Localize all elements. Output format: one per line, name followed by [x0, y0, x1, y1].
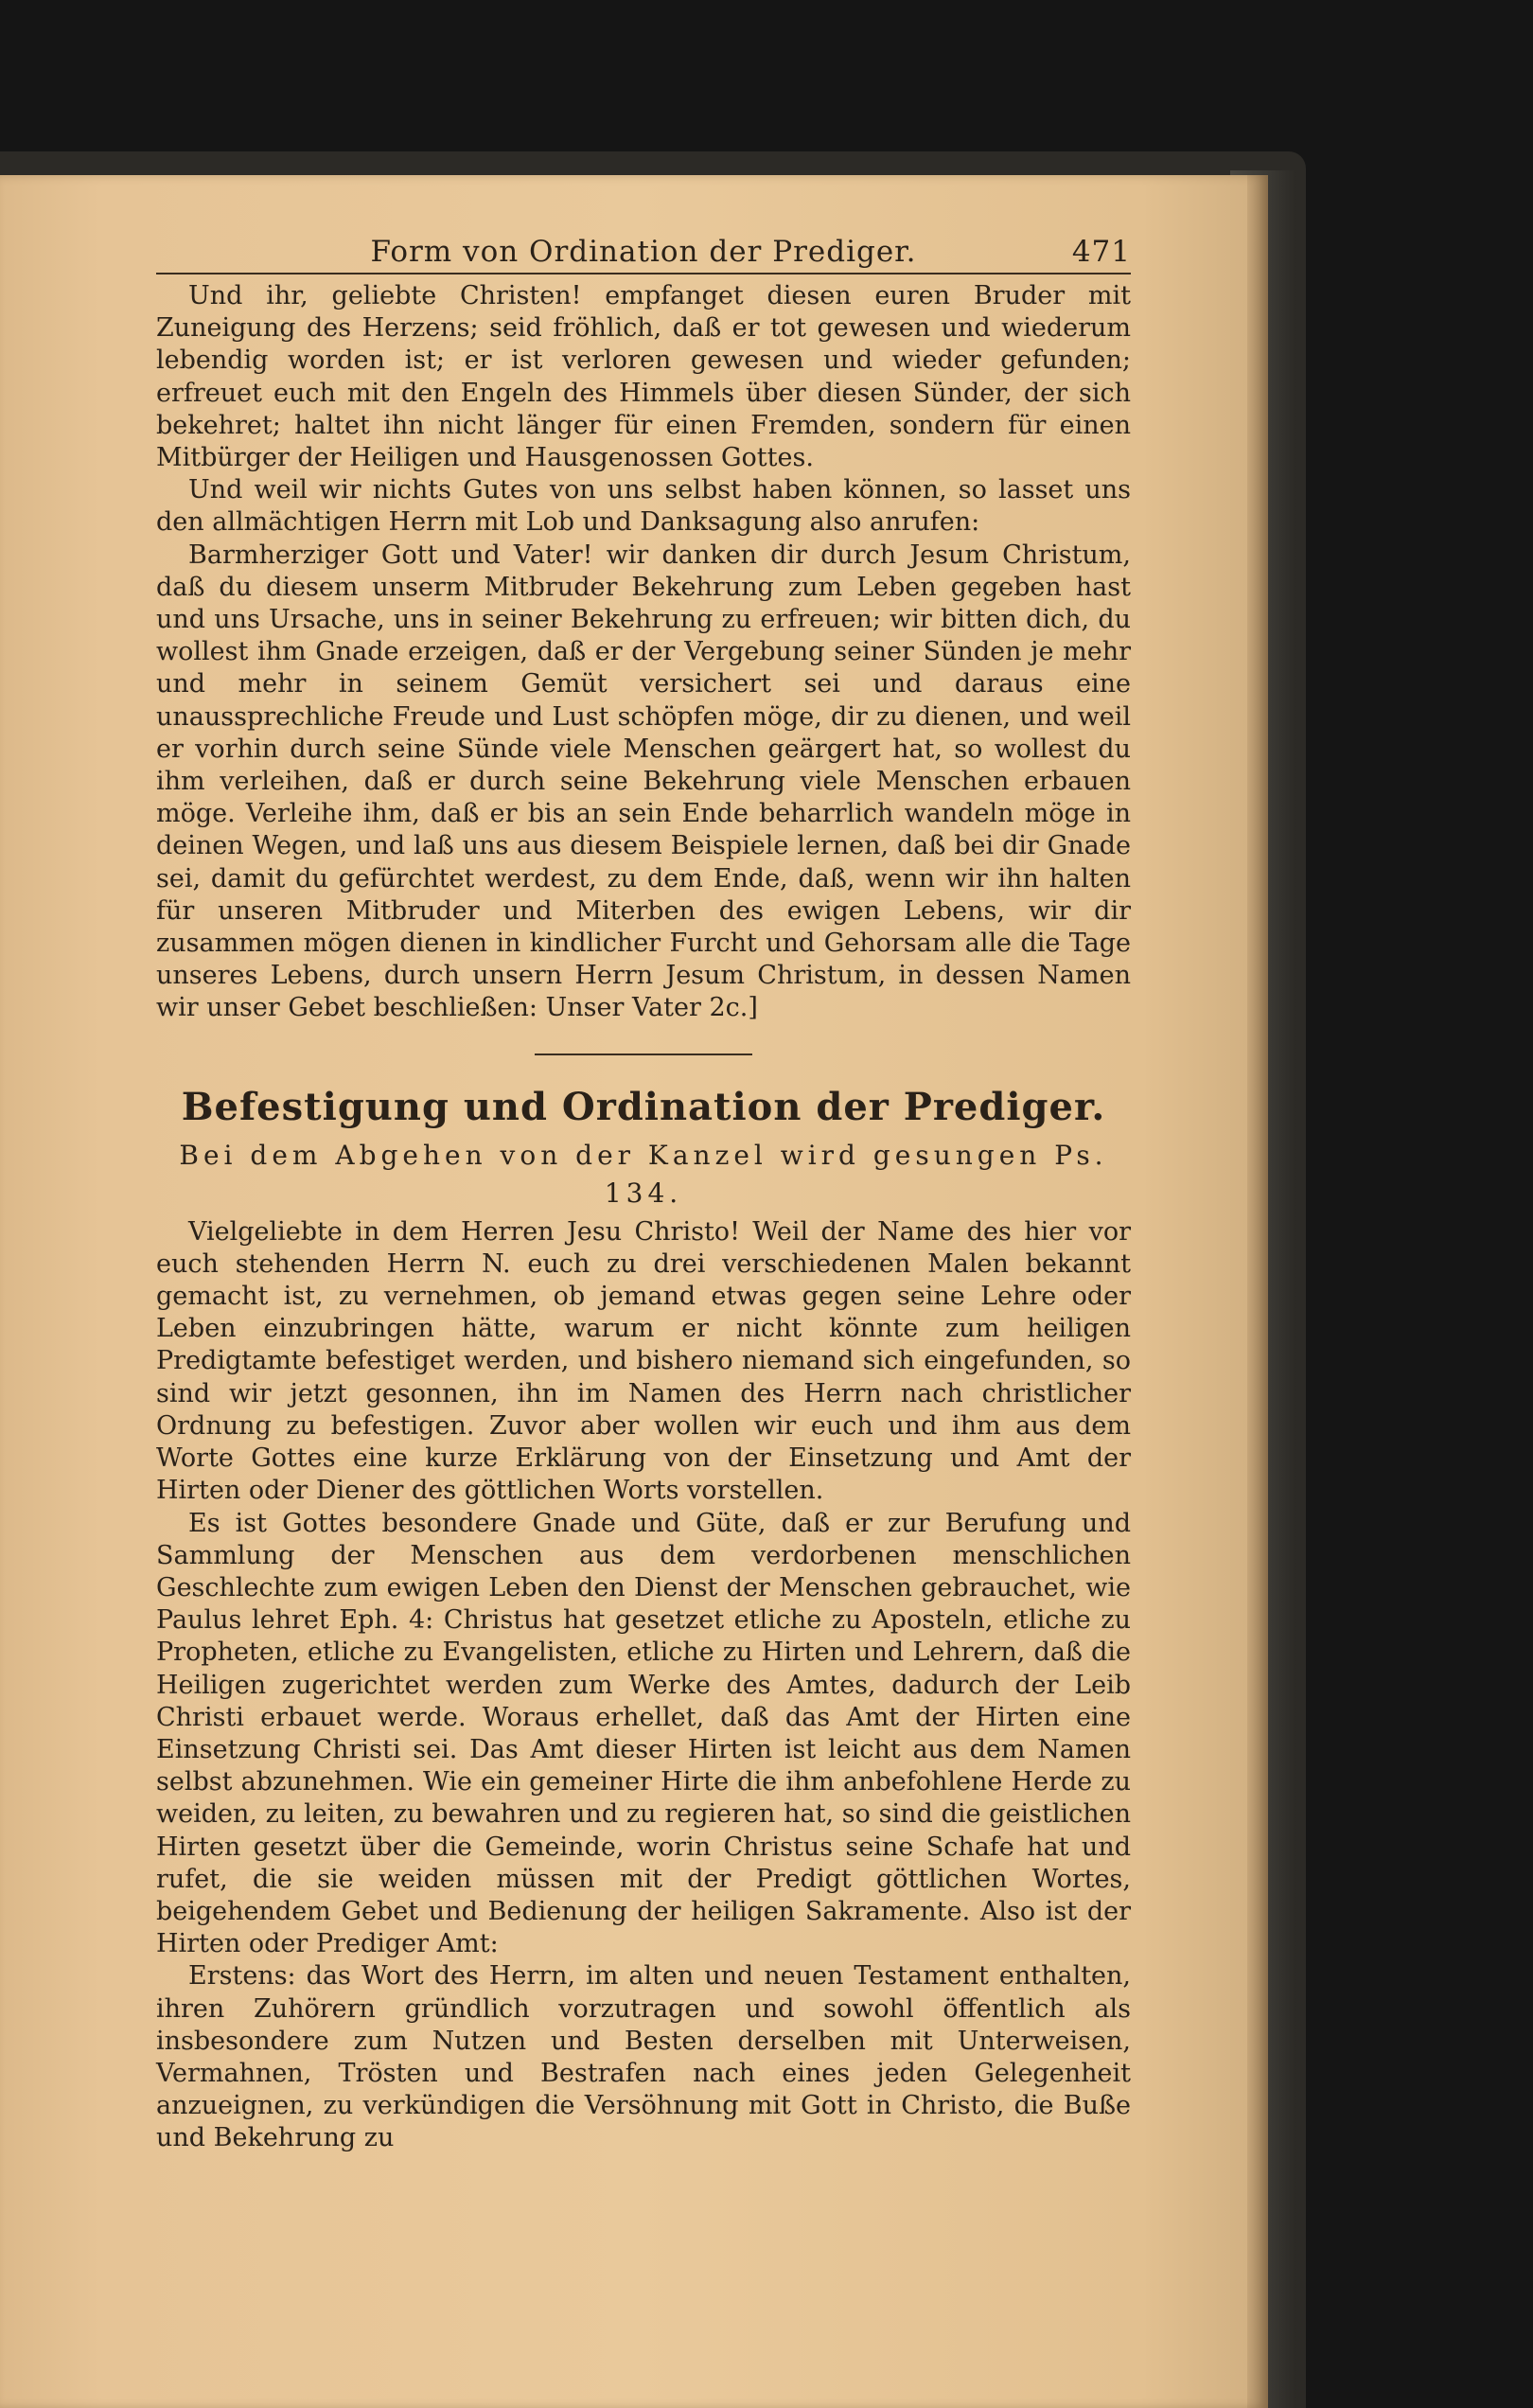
section-heading: Befestigung und Ordination der Prediger.: [181, 1084, 1106, 1129]
page-gutter-shadow: [1247, 175, 1268, 2408]
section-divider: [535, 1054, 752, 1055]
running-head-title: Form von Ordination der Prediger.: [370, 235, 917, 269]
section-1: [156, 280, 1131, 1025]
paragraph: Es ist Gottes besondere Gnade und Güte, daß er zur Berufung und Sammlung der Menschen aus dem verdorbenen menschlichen Geschlechte zum ewigen Leben den Dienst der Menschen gebrauchet, wie Paulus lehret Eph. 4: Christus hat gesetzet etliche zu Aposteln, etliche zu Propheten, etliche zu Evangelisten, etliche zu Hirten und Lehrern, daß die Heiligen zugerichtet werden zum Werke des Amtes, dadurch der Leib Christi erbauet werde. Woraus erhellet, daß das Amt der Hirten eine Einsetzung Christi sei. Das Amt dieser Hirten ist leicht aus dem Namen selbst abzunehmen. Wie ein gemeiner Hirte die ihm anbefohlene Herde zu weiden, zu leiten, zu bewahren und zu regieren hat, so sind die geistlichen Hirten gesetzt über die Gemeinde, worin Christus seine Schafe hat und rufet, die sie weiden müssen mit der Predigt göttlichen Wortes, beigehendem Gebet und Bedienung der heiligen Sakramente. Also ist der Hirten oder Prediger Amt:: [156, 1508, 1131, 1959]
paragraph: Und weil wir nichts Gutes von uns selbst haben können, so lasset uns den allmächtigen Herrn mit Lob und Danksagung also anrufen:: [156, 475, 1131, 538]
section-2: [156, 1216, 1131, 2155]
page-content: [156, 229, 1131, 2155]
running-head: [156, 229, 1131, 274]
page-number: 471: [1071, 235, 1131, 269]
paragraph: Und ihr, geliebte Christen! empfanget diesen euren Bruder mit Zuneigung des Herzens; seid fröhlich, daß er tot gewesen und wiederum lebendig worden ist; er ist verloren gewesen und wieder gefunden; erfreuet euch mit den Engeln des Himmels über diesen Sünder, der sich bekehret; haltet ihn nicht länger für einen Fremden, sondern für einen Mitbürger der Heiligen und Hausgenossen Gottes.: [156, 281, 1131, 473]
paragraph: Vielgeliebte in dem Herren Jesu Christo! Weil der Name des hier vor euch stehenden Herrn N. euch zu drei verschiedenen Malen bekannt gemacht ist, zu vernehmen, ob jemand etwas gegen seine Lehre oder Leben einzubringen hätte, warum er nicht könnte zum heiligen Predigtamte befestiget werden, und bishero niemand sich eingefunden, so sind wir jetzt gesonnen, ihn im Namen des Herrn nach christlicher Ordnung zu befestigen. Zuvor aber wollen wir euch und ihm aus dem Worte Gottes eine kurze Erklärung von der Einsetzung und Amt der Hirten oder Diener des göttlichen Worts vorstellen.: [156, 1216, 1131, 1506]
paragraph: Erstens: das Wort des Herrn, im alten und neuen Testament enthalten, ihren Zuhörern gründlich vorzutragen und sowohl öffentlich als insbesondere zum Nutzen und Besten derselben mit Unterweisen, Vermahnen, Trösten und Bestrafen nach eines jeden Gelegenheit anzueignen, zu verkündigen die Versöhnung mit Gott in Christo, die Buße und Bekehrung zu: [156, 1961, 1131, 2153]
section-subtitle: Bei dem Abgehen von der Kanzel wird gesungen Ps. 134.: [179, 1139, 1108, 1209]
paragraph: Barmherziger Gott und Vater! wir danken dir durch Jesum Christum, daß du diesem unserm Mitbruder Bekehrung zum Leben gegeben hast und uns Ursache, uns in seiner Bekehrung zu erfreuen; wir bitten dich, du wollest ihm Gnade erzeigen, daß er der Vergebung seiner Sünden je mehr und mehr in seinem Gemüt versichert sei und daraus eine unaussprechliche Freude und Lust schöpfen möge, dir zu dienen, und weil er vorhin durch seine Sünde viele Menschen geärgert hat, so wollest du ihm verleihen, daß er durch seine Bekehrung viele Menschen erbauen möge. Verleihe ihm, daß er bis an sein Ende beharrlich wandeln möge in deinen Wegen, und laß uns aus diesem Beispiele lernen, daß bei dir Gnade sei, damit du gefürchtet werdest, zu dem Ende, daß, wenn wir ihn halten für unseren Mitbruder und Miterben des ewigen Lebens, wir dir zusammen mögen dienen in kindlicher Furcht und Gehorsam alle die Tage unseres Lebens, durch unsern Herrn Jesum Christum, in dessen Namen wir unser Gebet beschließen: Unser Vater 2c.]: [156, 540, 1131, 1023]
